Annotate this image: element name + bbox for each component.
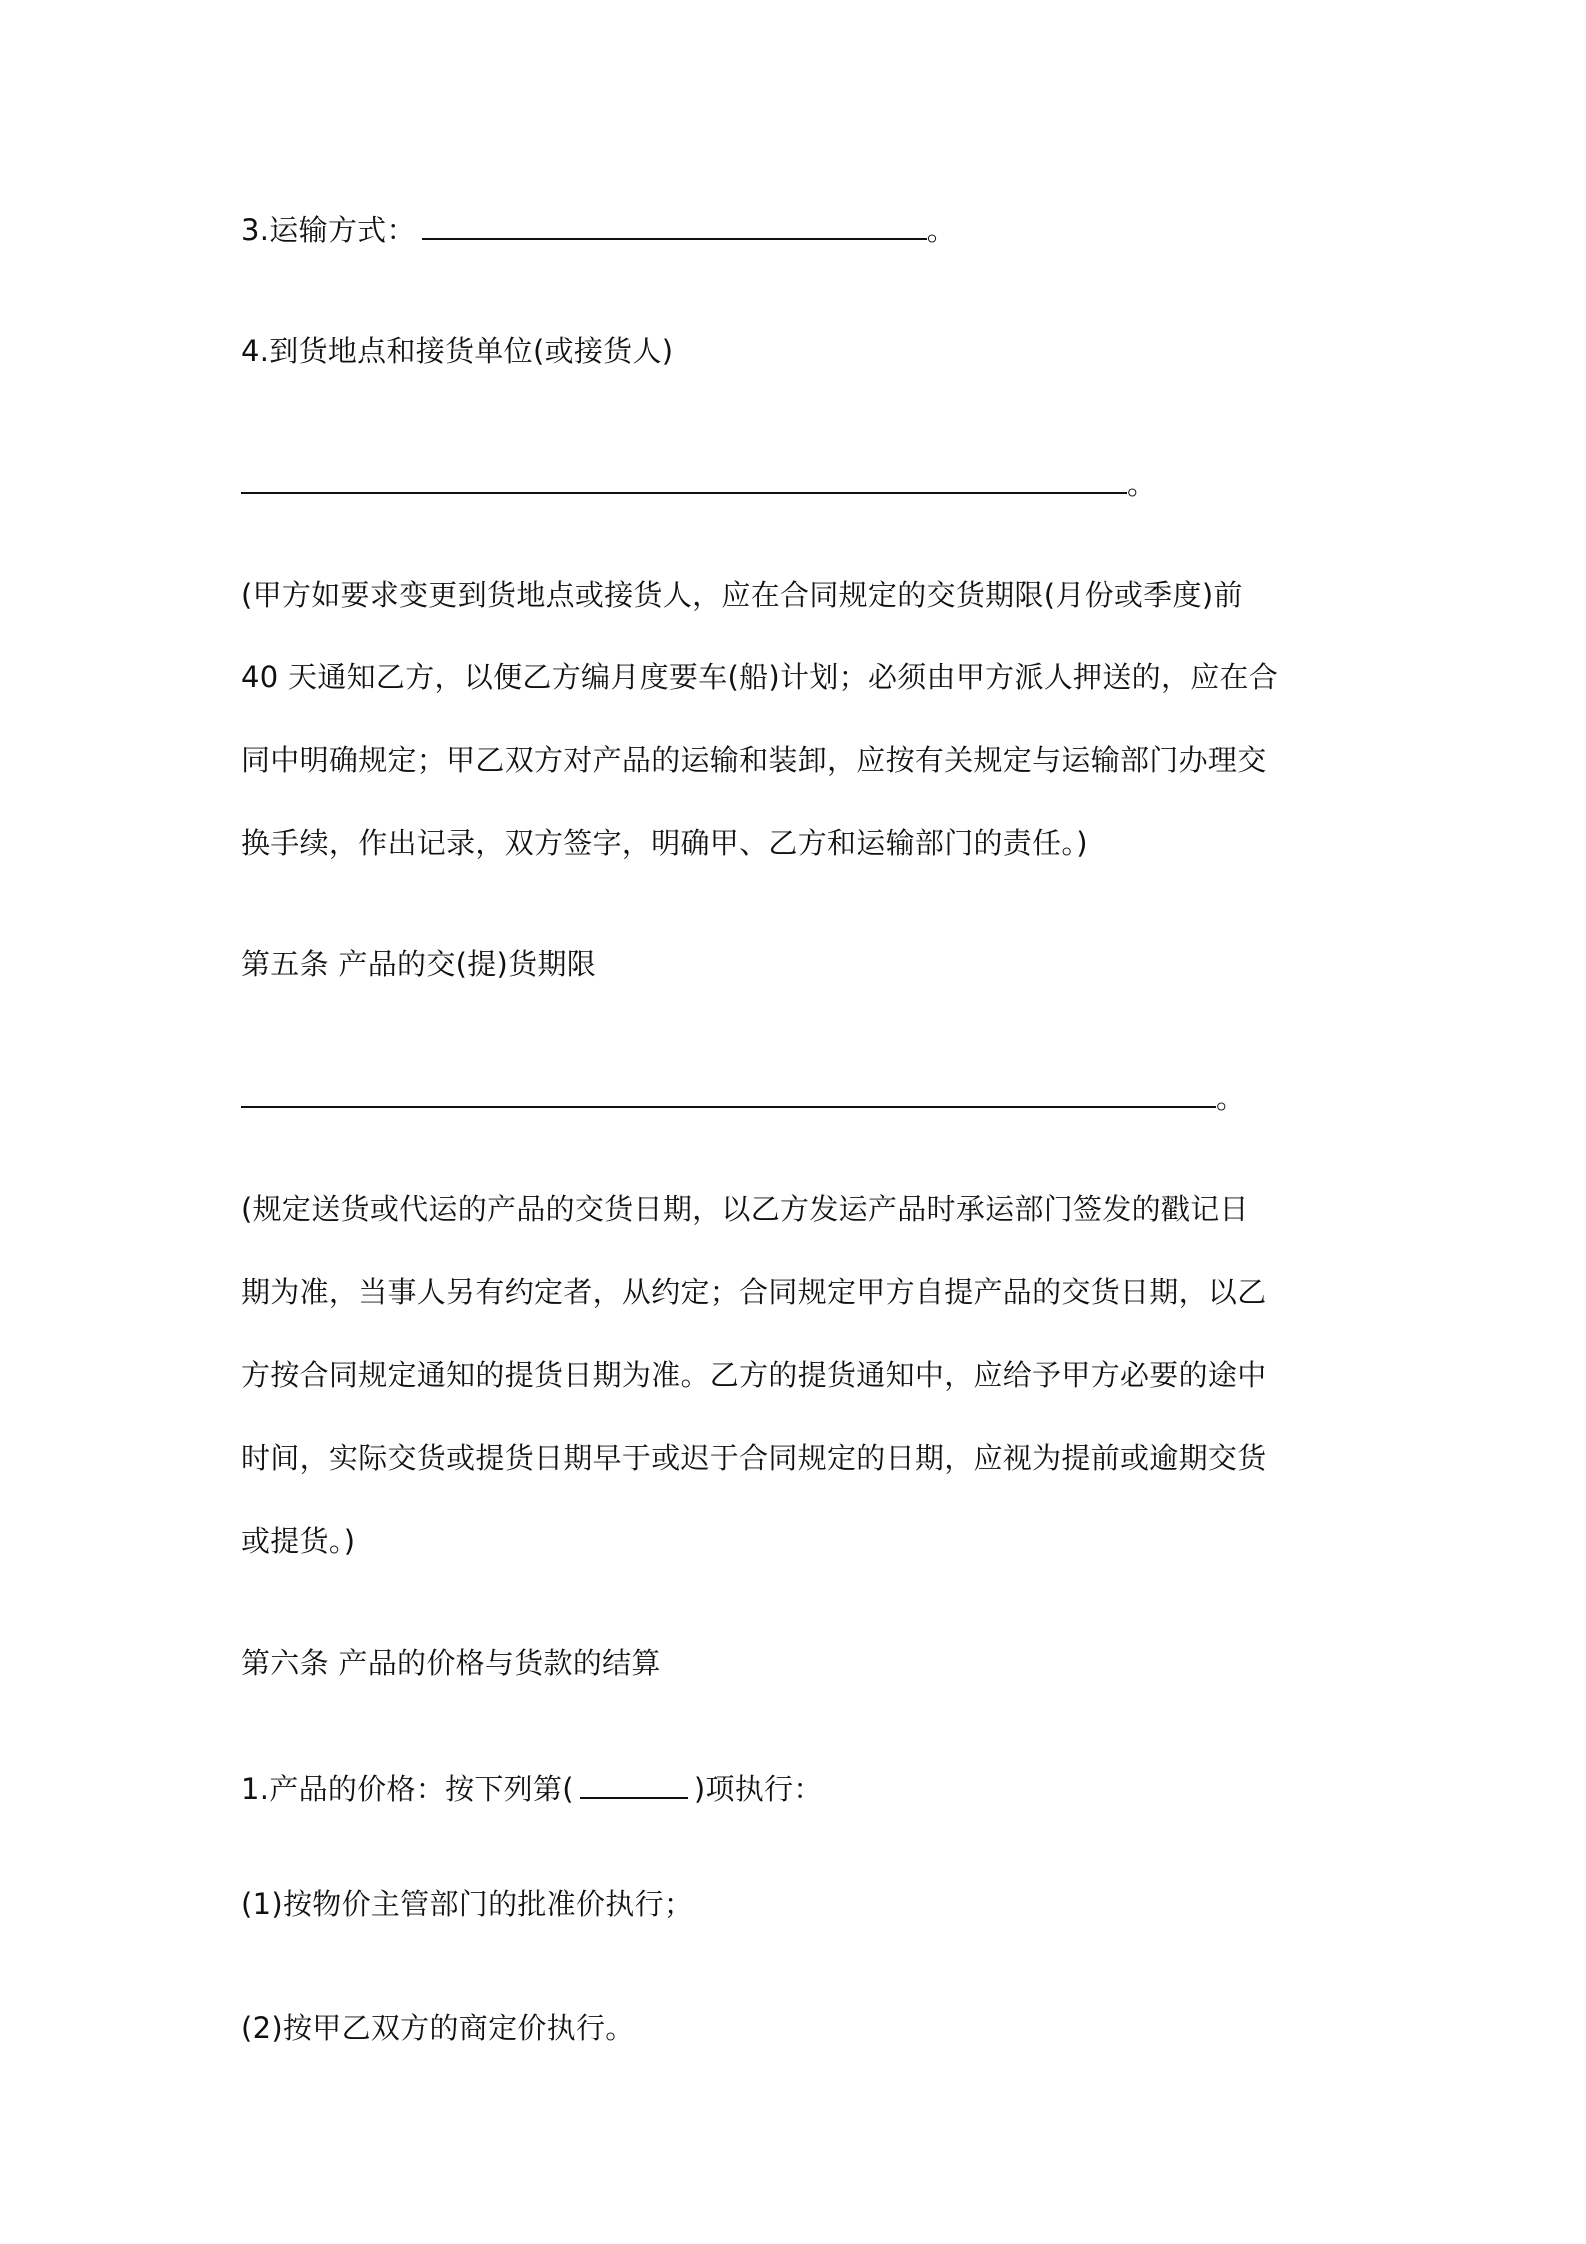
delivery-location-blank[interactable] [241, 466, 1127, 494]
price-option-blank[interactable] [580, 1771, 688, 1799]
note-paragraph-line: 或提货。) [241, 1524, 356, 1558]
delivery-period-blank[interactable] [241, 1080, 1216, 1108]
note-paragraph-line: 期为准，当事人另有约定者，从约定；合同规定甲方自提产品的交货日期，以乙 [241, 1275, 1267, 1309]
note-paragraph-line: (规定送货或代运的产品的交货日期，以乙方发运产品时承运部门签发的戳记日 [241, 1192, 1249, 1226]
article-5-heading: 第五条 产品的交(提)货期限 [241, 947, 597, 981]
item-transport-method [241, 212, 956, 248]
price-clause-prefix: 1.产品的价格：按下列第( [241, 1772, 574, 1806]
note-paragraph-line: 换手续，作出记录，双方签字，明确甲、乙方和运输部门的责任。) [241, 826, 1088, 860]
price-clause-suffix: )项执行： [693, 1772, 823, 1806]
item-transport-method-label: 3.运输方式： [241, 213, 416, 247]
note-paragraph-line: 时间，实际交货或提货日期早于或迟于合同规定的日期，应视为提前或逾期交货 [241, 1441, 1267, 1475]
item-delivery-location [241, 333, 673, 369]
price-option-1: (1)按物价主管部门的批准价执行； [241, 1887, 694, 1921]
price-option-2: (2)按甲乙双方的商定价执行。 [241, 2011, 635, 2045]
article-6-heading: 第六条 产品的价格与货款的结算 [241, 1646, 661, 1680]
price-clause [241, 1771, 823, 1807]
item-transport-method-suffix: 。 [926, 213, 957, 247]
delivery-location-blank-line [241, 466, 1156, 502]
delivery-period-blank-line [241, 1080, 1245, 1116]
note-paragraph-line: (甲方如要求变更到货地点或接货人，应在合同规定的交货期限(月份或季度)前 [241, 578, 1243, 612]
delivery-location-suffix: 。 [1127, 467, 1157, 501]
item-delivery-location-label: 4.到货地点和接货单位(或接货人) [241, 334, 674, 368]
note-paragraph-line: 方按合同规定通知的提货日期为准。乙方的提货通知中，应给予甲方必要的途中 [241, 1358, 1267, 1392]
delivery-period-suffix: 。 [1216, 1081, 1246, 1115]
note-paragraph-line: 同中明确规定；甲乙双方对产品的运输和装卸，应按有关规定与运输部门办理交 [241, 743, 1267, 777]
note-paragraph-line: 40 天通知乙方，以便乙方编月度要车(船)计划；必须由甲方派人押送的，应在合 [241, 660, 1279, 694]
transport-method-blank[interactable] [422, 212, 927, 240]
